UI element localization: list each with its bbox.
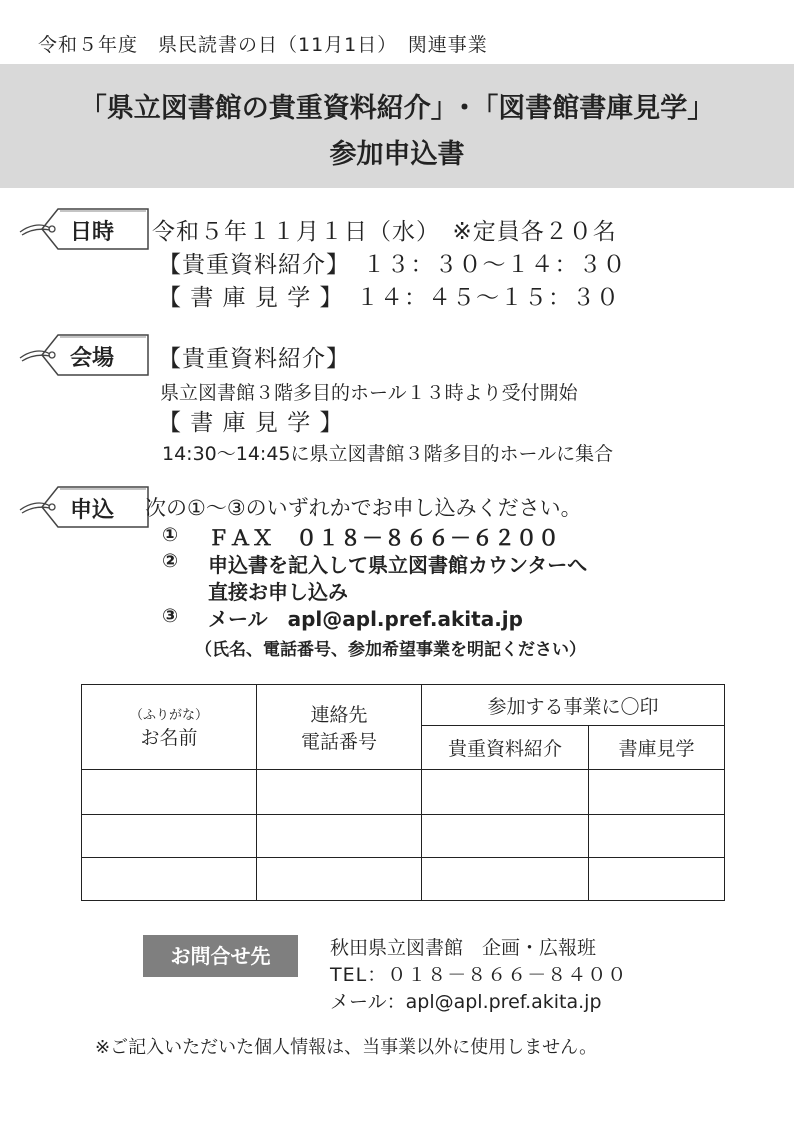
schedule-time-2: 【 書 庫 見 学 】 １４：４５～１５：３０ (158, 285, 621, 311)
apply-intro: 次の①～③のいずれかでお申し込みください。 (145, 496, 582, 520)
event-2-mark-cell[interactable] (589, 815, 725, 858)
event-1-mark-cell[interactable] (422, 858, 589, 901)
apply-option-email: メール apl@apl.pref.akita.jp (208, 607, 523, 631)
events-header: 参加する事業に〇印 (422, 685, 725, 726)
apply-option-1-number: ① (162, 524, 179, 546)
contact-badge: お問合せ先 (143, 935, 298, 977)
tag-schedule (12, 206, 132, 252)
tag-apply-label: 申込 (70, 498, 115, 523)
application-form-table (81, 684, 725, 901)
event-2-mark-cell[interactable] (589, 858, 725, 901)
event-2-header: 書庫見学 (589, 726, 725, 770)
header-line: 令和５年度 県民読書の日（11月1日） 関連事業 (38, 34, 488, 56)
event-1-header: 貴重資料紹介 (422, 726, 589, 770)
apply-note: （氏名、電話番号、参加希望事業を明記ください） (195, 640, 586, 660)
tag-apply (12, 484, 132, 530)
page-title: 「県立図書館の貴重資料紹介」･「図書館書庫見学」 (79, 93, 715, 124)
apply-option-fax: ＦＡＸ ０１８－８６６－６２００ (208, 526, 560, 550)
phone-input-cell[interactable] (257, 770, 422, 815)
phone-input-cell[interactable] (257, 858, 422, 901)
event-1-mark-cell[interactable] (422, 815, 589, 858)
contact-header-1: 連絡先 (310, 704, 368, 726)
contact-org: 秋田県立図書館 企画・広報班 (330, 937, 597, 959)
apply-option-counter-2: 直接お申し込み (208, 580, 348, 604)
schedule-date: 令和５年１１月１日（水） ※定員各２０名 (152, 219, 617, 245)
name-input-cell[interactable] (82, 770, 257, 815)
event-1-mark-cell[interactable] (422, 770, 589, 815)
venue-detail-1: 県立図書館３階多目的ホール１３時より受付開始 (160, 382, 578, 404)
name-furigana: （ふりがな） (129, 708, 208, 723)
tag-venue-label: 会場 (70, 346, 115, 371)
name-input-cell[interactable] (82, 815, 257, 858)
contact-header-2: 電話番号 (300, 731, 377, 753)
venue-heading-1: 【貴重資料紹介】 (158, 346, 350, 372)
contact-header-cell (257, 685, 422, 770)
privacy-note: ※ご記入いただいた個人情報は、当事業以外に使用しません。 (95, 1037, 598, 1058)
apply-option-counter: 申込書を記入して県立図書館カウンターへ (208, 553, 588, 577)
venue-detail-2: 14:30～14:45に県立図書館３階多目的ホールに集合 (162, 443, 614, 465)
name-header: お名前 (140, 727, 198, 749)
phone-input-cell[interactable] (257, 815, 422, 858)
apply-option-2-number: ② (162, 550, 179, 572)
form-row (82, 858, 725, 901)
form-row (82, 815, 725, 858)
name-header-cell (82, 685, 257, 770)
event-2-mark-cell[interactable] (589, 770, 725, 815)
schedule-time-1: 【貴重資料紹介】 １３：３０～１４：３０ (158, 252, 627, 278)
contact-email: メール：apl@apl.pref.akita.jp (330, 991, 602, 1013)
venue-heading-2: 【 書 庫 見 学 】 (158, 410, 344, 436)
contact-tel: TEL：０１８－８６６－８４００ (330, 964, 628, 986)
form-row (82, 770, 725, 815)
tag-venue (12, 332, 132, 378)
apply-option-3-number: ③ (162, 605, 179, 627)
page-subtitle: 参加申込書 (329, 139, 465, 170)
tag-schedule-label: 日時 (70, 220, 115, 245)
name-input-cell[interactable] (82, 858, 257, 901)
